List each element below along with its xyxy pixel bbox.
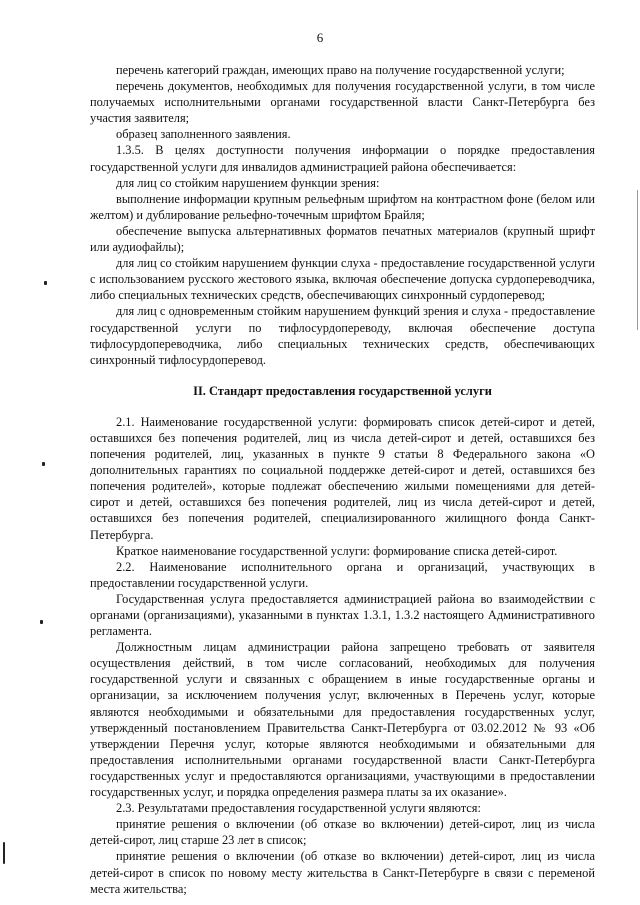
paragraph: выполнение информации крупным рельефным шрифтом на контрастном фоне (белом или желтом) и дублирование рельефно-точечным шрифтом Брайля;: [90, 191, 595, 222]
page-number: 6: [316, 30, 324, 45]
paragraph: принятие решения о включении (об отказе во включении) детей-сирот, лиц из числа детей-сирот в список по новому месту жительства в Санкт-Петербурге в связи с переменой места жительства;: [90, 849, 595, 896]
paragraph: 2.2. Наименование исполнительного органа и организаций, участвующих в предоставлении государственной услуги.: [90, 559, 595, 590]
paragraph: обеспечение выпуска альтернативных форматов печатных материалов (крупный шрифт или аудиофайлы);: [90, 223, 595, 255]
paragraph: Должностным лицам администрации района запрещено требовать от заявителя осуществления действий, в том числе согласований, необходимых для получения государственной услуги и связанных с обращением в иные государственные органы и организации, за исключением получения услуг, включенных в Перечень услуг, которые являются необходимыми и обязательными для предоставления государственных услуг, утвержденный постановлением Правительства Санкт-Петербурга от 03.02.2012 № 93 «Об утверждении Перечня услуг, которые являются необходимыми и обязательными для предоставления исполнительными органами государственной власти Санкт-Петербурга государственных услуг и предоставляются организациями, участвующими в предоставлении государственных услуг, и порядка определения размера платы за их оказание».: [90, 640, 595, 800]
scan-dot-mark: [40, 620, 43, 624]
paragraph: образец заполненного заявления.: [116, 127, 291, 142]
scan-edge-line: [637, 190, 638, 330]
document-body: [90, 62, 595, 897]
section-heading: II. Стандарт предоставления государственной услуги: [193, 383, 492, 398]
paragraph: для лиц со стойким нарушением функции слуха - предоставление государственной услуги с использованием русского жестового языка, включая обеспечение допуска сурдопереводчика, либо специальных технических средств, обеспечивающих синхронный сурдоперевод;: [90, 256, 595, 303]
paragraph: 1.3.5. В целях доступности получения информации о порядке предоставления государственной услуги для инвалидов администрацией района обеспечивается:: [90, 143, 595, 174]
scan-dot-mark: [42, 462, 45, 466]
paragraph: перечень документов, необходимых для получения государственной услуги, в том числе получаемых исполнительными органами государственной власти Санкт-Петербурга без участия заявителя;: [90, 79, 595, 126]
paragraph: для лиц со стойким нарушением функции зрения:: [116, 175, 380, 190]
paragraph: принятие решения о включении (об отказе во включении) детей-сирот, лиц из числа детей-сирот, лиц старше 23 лет в список;: [90, 817, 595, 848]
paragraph: 2.3. Результатами предоставления государственной услуги являются:: [116, 801, 481, 816]
paragraph: Государственная услуга предоставляется администрацией района во взаимодействии с органами (организациями), указанными в пунктах 1.3.1, 1.3.2 настоящего Административного регламента.: [90, 591, 595, 639]
paragraph: Краткое наименование государственной услуги: формирование списка детей-сирот.: [116, 543, 558, 558]
scan-dot-mark: [44, 281, 47, 285]
paragraph: 2.1. Наименование государственной услуги: формировать список детей-сирот и детей, оставшихся без попечения родителей, лиц из числа детей-сирот и детей, оставшихся без попечения родителей, лиц, указанных в пункте 9 статьи 8 Федерального закона «О дополнительных гарантиях по социальной поддержке детей-сирот и детей, оставшихся без попечения родителей», которые подлежат обеспечению жилыми помещениями для детей-сирот и детей, оставшихся без попечения родителей, лиц из числа детей-сирот и детей, оставшихся без попечения родителей, специализированного жилищного фонда Санкт-Петербурга.: [90, 414, 595, 542]
paragraph: перечень категорий граждан, имеющих право на получение государственной услуги;: [116, 63, 565, 77]
scan-edge-mark: [3, 842, 5, 864]
paragraph: для лиц с одновременным стойким нарушением функций зрения и слуха - предоставление государственной услуги по тифлосурдопереводу, включая обеспечение доступа тифлосурдопереводчика, либо специальных технических средств, обеспечивающих синхронный тифлосурдоперевод.: [90, 304, 595, 367]
